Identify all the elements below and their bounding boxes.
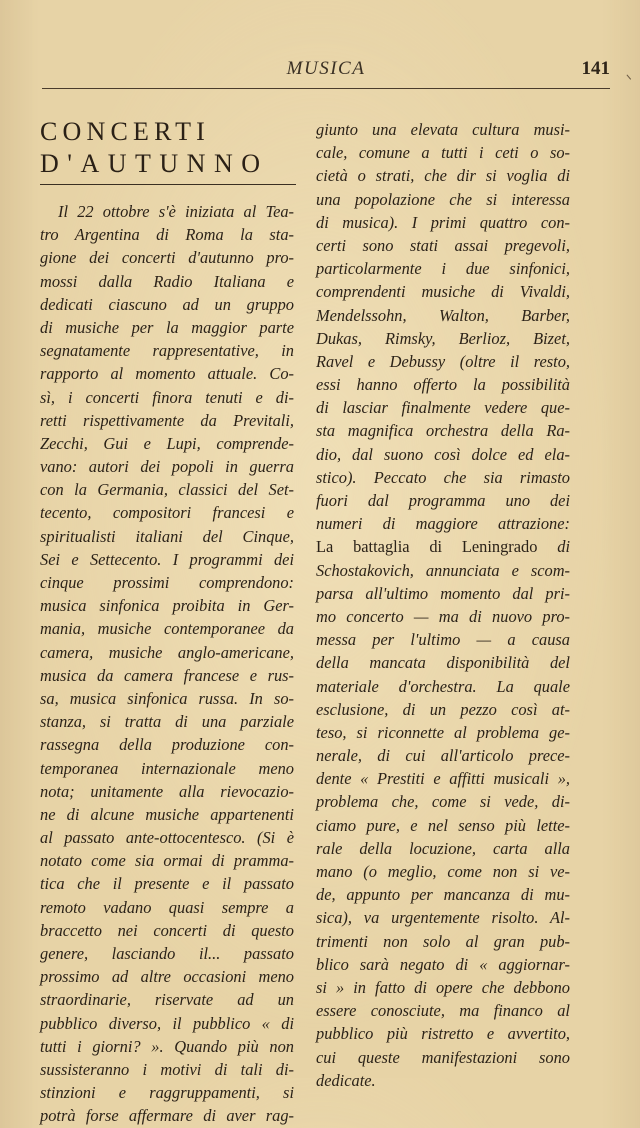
article-line: Mendelssohn, Walton, Barber, — [316, 305, 570, 325]
article-line: Il 22 ottobre s'è iniziata al Tea- — [58, 202, 294, 221]
article-line: cale, comune a tutti i ceti o so- — [316, 143, 570, 163]
article-line: dedicati ciascuno ad un gruppo — [40, 294, 294, 314]
article-line: fuori dal programma uno dei — [316, 491, 570, 510]
article-line: mossi dalla Radio Italiana e — [40, 271, 294, 291]
article-line: nerale, di cui all'articolo prece- — [316, 746, 570, 766]
article-line: della mancata disponibilità del — [316, 653, 570, 673]
article-line: stico). Peccato che sia rimasto — [316, 467, 570, 487]
article-line: sussisteranno i motivi di tali di- — [40, 1059, 294, 1079]
article-line: notato come sia ormai di pramma- — [40, 851, 294, 871]
section-title: MUSICA — [286, 58, 366, 79]
article-line: con la Germania, classici del Set- — [40, 480, 294, 500]
article-line: genere, lasciando il... passato — [40, 944, 294, 963]
article-title — [40, 116, 298, 180]
article-line — [316, 535, 570, 558]
article-line: blico sarà negato di « aggiornar- — [316, 954, 570, 974]
article-line: al passato ante-ottocentesco. (Si è — [40, 828, 294, 848]
article-line: di musica). I primi quattro con- — [316, 212, 570, 232]
article-line: mania, musiche contemporanee da — [40, 619, 294, 639]
work-title: La battaglia di Leningrado — [316, 537, 538, 557]
article-line: prossimo ad altre occasioni meno — [40, 967, 294, 987]
article-line: esclusione, di un pezzo così at- — [316, 699, 570, 719]
corner-mark — [622, 74, 631, 83]
article-line: Sei e Settecento. I programmi dei — [40, 549, 294, 569]
title-line-1: CONCERTI — [40, 117, 211, 146]
article-line: una popolazione che si interessa — [316, 189, 570, 209]
article-line: pubblico diverso, il pubblico « di — [40, 1013, 294, 1033]
article-column-left — [40, 200, 294, 1128]
article-line: gione dei concerti d'autunno pro- — [40, 248, 294, 268]
article-line: temporanea internazionale meno — [40, 758, 294, 778]
article-line: sa, musica sinfonica russa. In so- — [40, 688, 294, 708]
article-line: cui queste manifestazioni sono — [316, 1047, 570, 1067]
article-line: dedicate. — [316, 1070, 376, 1090]
right-column-part-a — [316, 118, 570, 535]
article-line: sta magnifica orchestra della Ra- — [316, 421, 570, 441]
article-line: straordinarie, riservate ad un — [40, 990, 294, 1010]
article-line: mo concerto — ma di nuovo pro- — [316, 606, 570, 626]
article-line: ne di alcune musiche appartenenti — [40, 804, 294, 824]
article-line: remoto vadano quasi sempre a — [40, 897, 294, 917]
article-line: essi hanno offerto la possibilità — [316, 375, 570, 395]
article-line: comprendenti musiche di Vivaldi, — [316, 282, 570, 302]
title-rule — [40, 184, 296, 185]
article-line: certi sono stati assai pregevoli, — [316, 235, 570, 255]
article-line: dio, dal suono così dolce ed ela- — [316, 444, 570, 464]
article-line: materiale d'orchestra. La quale — [316, 676, 570, 696]
article-line: rapporto al momento attuale. Co- — [40, 364, 294, 384]
title-line-2: D'AUTUNNO — [40, 149, 269, 178]
running-head — [42, 58, 610, 86]
article-line: Ravel e Debussy (oltre il resto, — [316, 351, 570, 371]
article-line: potrà forse affermare di aver rag- — [40, 1106, 294, 1126]
article-line: ciamo pure, e nel senso più lette- — [316, 815, 570, 835]
article-line: braccetto nei concerti di questo — [40, 920, 294, 940]
article-line: spiritualisti italiani del Cinque, — [40, 526, 294, 546]
page-number: 141 — [581, 58, 610, 79]
article-line: vano: autori dei popoli in guerra — [40, 457, 294, 477]
article-line: retti rispettivamente da Previtali, — [40, 410, 294, 430]
article-line: pubblico più ristretto e avvertito, — [316, 1024, 570, 1044]
article-line: camera, musiche anglo-americane, — [40, 642, 294, 662]
article-line: tutti i giorni? ». Quando più non — [40, 1036, 294, 1056]
work-title-di: di — [557, 537, 570, 557]
article-line: di lasciar finalmente vedere que- — [316, 398, 570, 418]
article-line: di musiche per la maggior parte — [40, 317, 294, 337]
article-line: tecento, compositori francesi e — [40, 503, 294, 523]
article-line: Zecchi, Gui e Lupi, comprende- — [40, 433, 294, 453]
article-line: segnatamente rappresentative, in — [40, 341, 294, 361]
article-line: Dukas, Rimsky, Berlioz, Bizet, — [316, 328, 570, 348]
article-line: sì, i concerti finora tenuti e di- — [40, 387, 294, 407]
article-line: essere conosciute, ma financo al — [316, 1001, 570, 1021]
article-line: tica che il presente e il passato — [40, 874, 294, 894]
article-line: musica sinfonica proibita in Ger- — [40, 596, 294, 616]
article-line: musica da camera francese e rus- — [40, 665, 294, 685]
article-line: stanza, si tratta di una parziale — [40, 712, 294, 732]
article-line: problema che, come si vede, di- — [316, 792, 570, 812]
header-rule — [42, 88, 610, 89]
article-line: de, appunto per mancanza di mu- — [316, 885, 570, 905]
article-column-right — [316, 118, 570, 1092]
article-line: teso, si riconnette al problema ge- — [316, 722, 570, 742]
article-line: rassegna della produzione con- — [40, 735, 294, 755]
article-line: stinzioni e raggruppamenti, si — [40, 1083, 294, 1103]
article-line: si » in fatto di opere che debbono — [316, 977, 570, 997]
article-line: nota; unitamente alla rievocazio- — [40, 781, 294, 801]
article-line: sica), va urgentemente risolto. Al- — [316, 908, 570, 928]
right-column-part-b — [316, 559, 570, 1092]
article-line: trimenti non solo al gran pub- — [316, 931, 570, 951]
article-line: dente « Prestiti e affitti musicali », — [316, 769, 570, 789]
article-line: numeri di maggiore attrazione: — [316, 514, 570, 534]
article-line: cietà o strati, che dir si voglia di — [316, 166, 570, 186]
article-line: tro Argentina di Roma la sta- — [40, 225, 294, 245]
article-line: rale della locuzione, carta alla — [316, 838, 570, 858]
article-line: mano (o meglio, come non si ve- — [316, 862, 570, 881]
article-line: messa per l'ultimo — a causa — [316, 630, 570, 650]
article-line: parsa all'ultimo momento dal pri- — [316, 583, 570, 603]
article-line: particolarmente i due sinfonici, — [316, 259, 570, 279]
article-line: giunto una elevata cultura musi- — [316, 120, 570, 139]
article-line: cinque prossimi comprendono: — [40, 573, 294, 592]
article-line: Schostakovich, annunciata e scom- — [316, 560, 570, 580]
